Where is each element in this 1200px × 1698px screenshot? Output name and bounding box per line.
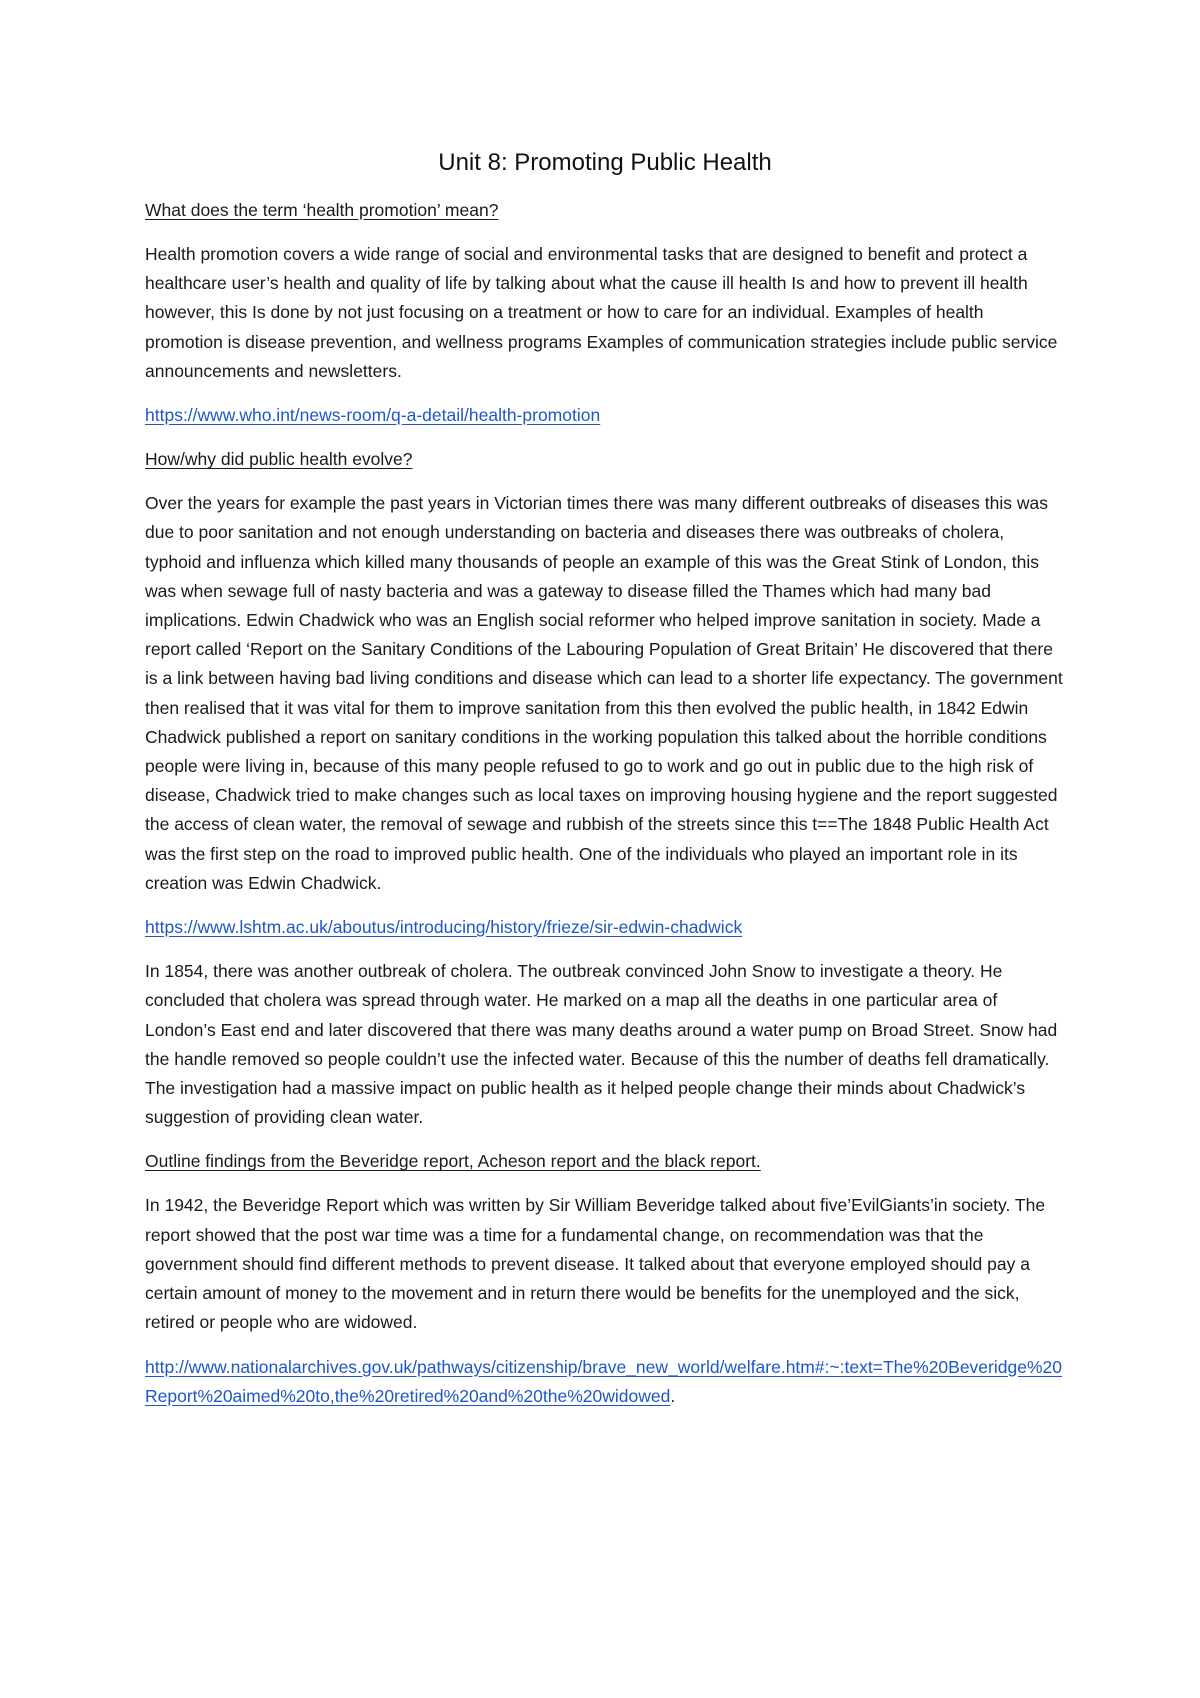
link-line-lshtm (145, 913, 1065, 942)
paragraph-beveridge-report: In 1942, the Beveridge Report which was written by Sir William Beveridge talked about five’EvilGiants’in society. The report showed that the post war time was a time for a fundamental change, on recommendation was that the government should find different methods to prevent disease. It talked about that everyone employed should pay a certain amount of money to the movement and in return there would be benefits for the unemployed and the sick, retired or people who are widowed. (145, 1195, 1046, 1333)
paragraph-john-snow: In 1854, there was another outbreak of cholera. The outbreak convinced John Snow to investigate a theory. He concluded that cholera was spread through water. He marked on a map all the deaths in one particular area of London’s East end and later discovered that there was many deaths around a water pump on Broad Street. Snow had the handle removed so people couldn’t use the infected water. Because of this the number of deaths fell dramatically. The investigation had a massive impact on public health as it helped people change their minds about Chadwick’s suggestion of providing clean water. (145, 961, 1058, 1128)
link-line-who (145, 401, 1065, 430)
section-heading-reports: Outline findings from the Beveridge report, Acheson report and the black report. (145, 1151, 761, 1172)
section-heading-public-health-evolve: How/why did public health evolve? (145, 449, 413, 470)
paragraph-health-promotion: Health promotion covers a wide range of social and environmental tasks that are designed to benefit and protect a healthcare user’s health and quality of life by talking about what the cause ill health Is and how to prevent ill health however, this Is done by not just focusing on a treatment or how to care for an individual. Examples of health promotion is disease prevention, and wellness programs Examples of communication strategies include public service announcements and newsletters. (145, 244, 1058, 381)
document-page (145, 146, 1065, 1426)
document-title: Unit 8: Promoting Public Health (438, 149, 772, 176)
link-line-national-archives (145, 1353, 1065, 1411)
section-heading-health-promotion: What does the term ‘health promotion’ mean? (145, 200, 499, 220)
link-suffix-period: . (670, 1385, 676, 1406)
link-who-health-promotion[interactable]: https://www.who.int/news-room/q-a-detail/health-promotion (145, 405, 601, 426)
link-lshtm-edwin-chadwick[interactable]: https://www.lshtm.ac.uk/aboutus/introducing/history/frieze/sir-edwin-chadwick (145, 917, 743, 938)
paragraph-public-health-evolve: Over the years for example the past years in Victorian times there was many different outbreaks of diseases this was due to poor sanitation and not enough understanding on bacteria and diseases there was outbreaks of cholera, typhoid and influenza which killed many thousands of people an example of this was the Great Stink of London, this was when sewage full of nasty bacteria and was a gateway to disease filled the Thames which had many bad implications. Edwin Chadwick who was an English social reformer who helped improve sanitation in society. Made a report called ‘Report on the Sanitary Conditions of the Labouring Population of Great Britain’ He discovered that there is a link between having bad living conditions and disease which can lead to a shorter life expectancy. The government then realised that it was vital for them to improve sanitation from this then evolved the public health, in 1842 Edwin Chadwick published a report on sanitary conditions in the working population this talked about the horrible conditions people were living in, because of this many people refused to go to work and go out in public due to the high risk of disease, Chadwick tried to make changes such as local taxes on improving housing hygiene and the report suggested the access of clean water, the removal of sewage and rubbish of the streets since this t==The 1848 Public Health Act was the first step on the road to improved public health. One of the individuals who played an important role in its creation was Edwin Chadwick. (145, 493, 1063, 893)
link-national-archives-beveridge[interactable]: http://www.nationalarchives.gov.uk/pathways/citizenship/brave_new_world/welfare.htm#:~:text=The%20Beveridge%20Report%20aimed%20to,the%20retired%20and%20the%20widowed (145, 1356, 1062, 1406)
